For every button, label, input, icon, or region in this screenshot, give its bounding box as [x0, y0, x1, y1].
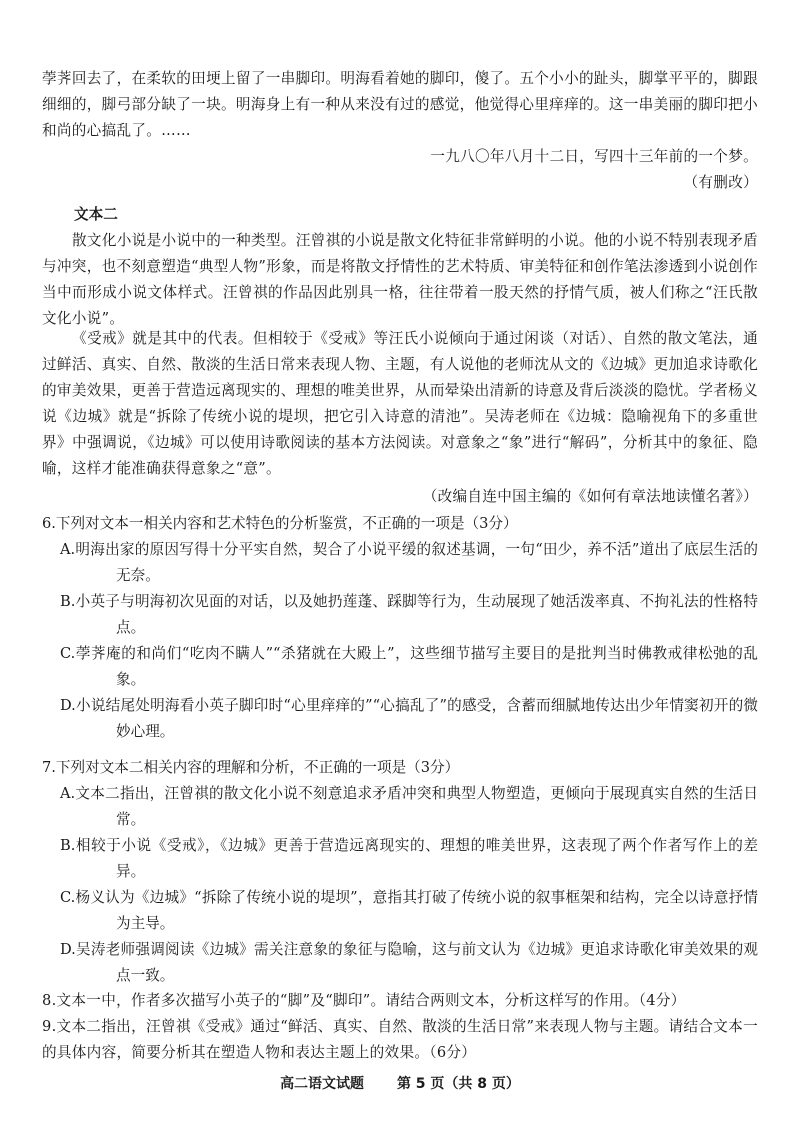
footer-page-number: 第 5 页（共 8 页）: [396, 1076, 520, 1092]
text1-edit-note: （有删改）: [683, 174, 758, 191]
question-7: [42, 755, 758, 989]
text2-paragraph-1: 散文化小说是小说中的一种类型。汪曾祺的小说是散文化特征非常鲜明的小说。他的小说不特别表现矛盾与冲突，也不刻意塑造“典型人物”形象，而是将散文抒情性的艺术特质、审美特征和创作笔法渗透到小说创作当中而形成小说文体样式。汪曾祺的作品因此别具一格，往往带着一股天然的抒情气质，被人们称之“汪氏散文化小说”。: [42, 232, 758, 327]
text1-closing-paragraph: 荸荠回去了，在柔软的田埂上留了一串脚印。明海看着她的脚印，傻了。五个小小的趾头，脚掌平平的，脚跟细细的，脚弓部分缺了一块。明海身上有一种从来没有过的感觉，他觉得心里痒痒的。这一串美丽的脚印把小和尚的心搞乱了。……: [42, 70, 758, 139]
question-8: 8.文本一中，作者多次描写小英子的“脚”及“脚印”。请结合两则文本，分析这样写的作用。（4分）: [42, 992, 686, 1009]
question-6-option-d: D.小说结尾处明海看小英子脚印时“心里痒痒的”“心搞乱了”的感受，含蓄而细腻地传达出少年情窦初开的微妙心理。: [60, 697, 758, 740]
page-footer: [0, 1071, 800, 1097]
question-6: [42, 511, 758, 745]
text1-date-line: 一九八〇年八月十二日，写四十三年前的一个梦。: [430, 148, 758, 165]
question-7-option-b: B.相较于小说《受戒》，《边城》更善于营造远离现实的、理想的唯美世界，这表现了两个作者写作上的差异。: [60, 837, 758, 880]
question-6-option-b: B.小英子与明海初次见面的对话，以及她扔莲蓬、踩脚等行为，生动展现了她活泼率真、不拘礼法的性格特点。: [60, 593, 758, 636]
question-6-stem: 6.下列对文本一相关内容和艺术特色的分析鉴赏，不正确的一项是（3分）: [42, 515, 518, 532]
question-7-option-a: A.文本二指出，汪曾祺的散文化小说不刻意追求矛盾冲突和典型人物塑造，更倾向于展现真实自然的生活日常。: [60, 785, 758, 828]
text2-heading: 文本二: [74, 206, 118, 223]
text2-paragraph-2: 《受戒》就是其中的代表。但相较于《受戒》等汪氏小说倾向于通过闲谈（对话）、自然的散文笔法，通过鲜活、真实、自然、散淡的生活日常来表现人物、主题，有人说他的老师沈从文的《边城》更加追求诗歌化的审美效果，更善于营造远离现实的、理想的唯美世界，从而晕染出清新的诗意及背后淡淡的隐忧。学者杨义说《边城》就是“拆除了传统小说的堤坝，把它引入诗意的清池”。吴涛老师在《边城：隐喻视角下的多重世界》中强调说，《边城》可以使用诗歌阅读的基本方法阅读。对意象之“象”进行“解码”，分析其中的象征、隐喻，这样才能准确获得意象之“意”。: [42, 330, 758, 477]
question-7-option-c: C.杨义认为《边城》“拆除了传统小说的堤坝”，意指其打破了传统小说的叙事框架和结构，完全以诗意抒情为主导。: [60, 889, 758, 932]
question-7-stem: 7.下列对文本二相关内容的理解和分析，不正确的一项是（3分）: [42, 759, 460, 776]
question-9: 9.文本二指出，汪曾祺《受戒》通过“鲜活、真实、自然、散淡的生活日常”来表现人物与主题。请结合文本一的具体内容，简要分析其在塑造人物和表达主题上的效果。（6分）: [42, 1018, 758, 1061]
question-6-option-a: A.明海出家的原因写得十分平实自然，契合了小说平缓的叙述基调，一句“田少，养不活”道出了底层生活的无奈。: [60, 541, 758, 584]
footer-subject: 高二语文试题: [280, 1076, 365, 1092]
question-6-option-c: C.荸荠庵的和尚们“吃肉不瞒人”“杀猪就在大殿上”，这些细节描写主要目的是批判当时佛教戒律松弛的乱象。: [60, 645, 758, 688]
question-7-option-d: D.吴涛老师强调阅读《边城》需关注意象的象征与隐喻，这与前文认为《边城》更追求诗歌化审美效果的观点一致。: [60, 941, 758, 984]
text2-source: （改编自连中国主编的《如何有章法地读懂名著》）: [422, 488, 758, 505]
